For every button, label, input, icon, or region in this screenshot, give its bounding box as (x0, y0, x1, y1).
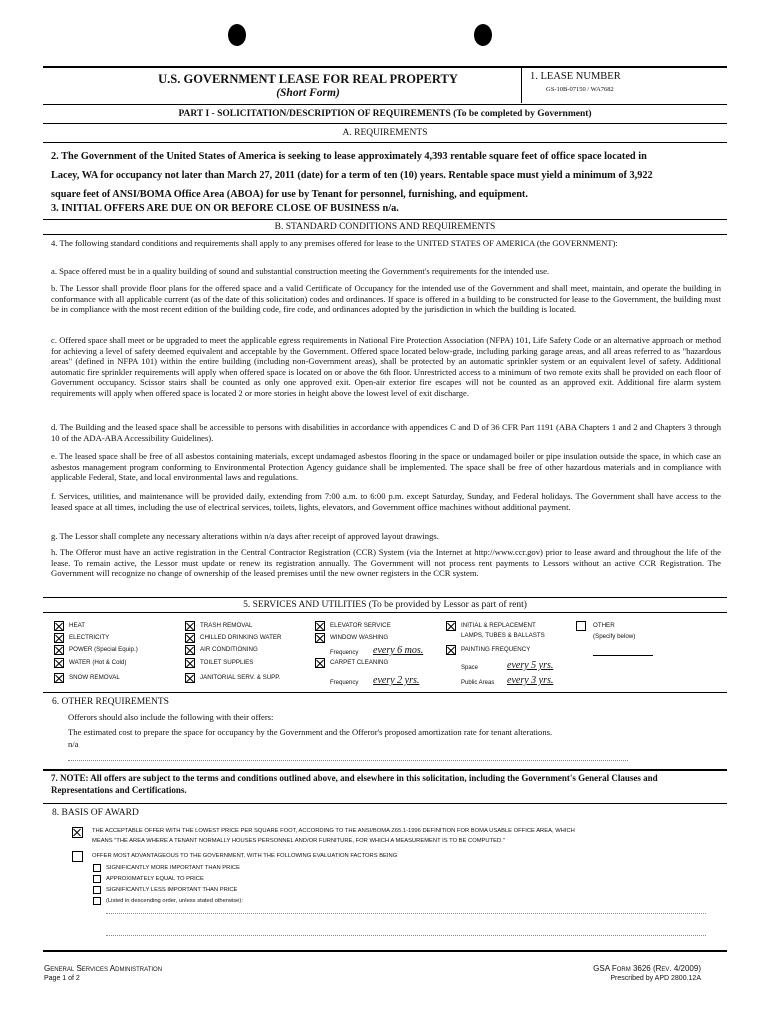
rule (43, 234, 727, 235)
item3-offer-due: 3. INITIAL OFFERS ARE DUE ON OR BEFORE CLOSE OF BUSINESS n/a. (51, 203, 399, 214)
public-areas-frequency-value[interactable]: every 3 yrs. (507, 675, 554, 686)
header-bottom-rule (43, 104, 727, 105)
best-value-award-checkbox[interactable] (72, 851, 83, 862)
power-checkbox[interactable] (54, 645, 64, 655)
service-label: CARPET CLEANING (330, 659, 389, 666)
lease-number-field[interactable]: GS-10B-07150 / WA7682 (546, 86, 614, 93)
paragraph-h: h. The Offeror must have an active registration in the Central Contractor Registration (CCR) System (via the Internet at http://www.ccr.gov) prior to lease award and throughout the life of the lease. To remain active, the Lessor must update or renew its registration annually. The Government will not process rent payments to Lessors without an active CCR Registration. The Government will recognize no change of ownership of the leased premises until the new owner registers in the CCR system. (51, 547, 721, 579)
service-label: ELECTRICITY (69, 634, 110, 641)
more-important-checkbox[interactable] (93, 864, 101, 872)
footer-agency: General Services Administration (44, 964, 163, 973)
painting-frequency-checkbox[interactable] (446, 645, 456, 655)
heat-checkbox[interactable] (54, 621, 64, 631)
service-label: AIR CONDITIONING (200, 646, 258, 653)
section-b-heading: B. STANDARD CONDITIONS AND REQUIREMENTS (274, 222, 496, 232)
air-conditioning-checkbox[interactable] (185, 645, 195, 655)
janitorial-checkbox[interactable] (185, 673, 195, 683)
service-label: TRASH REMOVAL (200, 622, 253, 629)
paragraph-b: b. The Lessor shall provide floor plans for the offered space and a valid Certificate of Occupancy for the intended use of the Government and shall meet, maintain, and operate the building in conformance with all applicable current (as of the date of this solicitation) codes and ordinances. If space is offered in a building to be constructed for lease to the Government, the building must be in compliance with the most recent edition of the building code, fire code, and ordinances adopted by the jurisdiction in which the building is located. (51, 283, 721, 315)
carpet-frequency-value[interactable]: every 2 yrs. (373, 675, 420, 686)
footer-prescribed: Prescribed by APD 2800.12A (610, 975, 701, 982)
service-label: ELEVATOR SERVICE (330, 622, 391, 629)
less-important-checkbox[interactable] (93, 886, 101, 894)
service-label: SNOW REMOVAL (69, 674, 120, 681)
lamps-replacement-checkbox[interactable] (446, 621, 456, 631)
rule (43, 123, 727, 124)
service-label: CHILLED DRINKING WATER (200, 634, 282, 641)
form-title: U.S. GOVERNMENT LEASE FOR REAL PROPERTY (158, 72, 458, 86)
item2-line2: Lacey, WA for occupancy not later than March 27, 2011 (date) for a term of ten (10) years. Rentable space must yield a minimum of 3,922 (51, 170, 653, 181)
rule (43, 803, 727, 804)
frequency-label: Frequency (330, 680, 359, 686)
award-option-1-line2: MEANS "THE AREA WHERE A TENANT NORMALLY HOUSES PERSONNEL AND/OR FURNITURE, FOR WHICH A MEASUREMENT IS TO BE COMPUTED." (92, 838, 505, 844)
electricity-checkbox[interactable] (54, 633, 64, 643)
footer-page: Page 1 of 2 (44, 975, 80, 982)
paragraph-a: a. Space offered must be in a quality building of sound and substantial construction meeting the Government's requirements for the intended use. (51, 266, 550, 276)
frequency-label: Frequency (330, 650, 359, 656)
evaluation-factor-option: SIGNIFICANTLY MORE IMPORTANT THAN PRICE (106, 865, 240, 871)
paragraph-g: g. The Lessor shall complete any necessary alterations within n/a days after receipt of approved layout drawings. (51, 531, 439, 541)
rule (43, 769, 727, 771)
item2-line3: square feet of ANSI/BOMA Office Area (ABOA) for use by Tenant for personnel, furnishing, and equipment. (51, 189, 528, 200)
evaluation-factor-option: (Listed in descending order, unless stated otherwise): (106, 898, 243, 904)
header-top-rule (43, 66, 727, 68)
evaluation-fill-line (106, 935, 706, 936)
section6-heading: 6. OTHER REQUIREMENTS (52, 697, 169, 707)
evaluation-factor-option: SIGNIFICANTLY LESS IMPORTANT THAN PRICE (106, 887, 238, 893)
paragraph-4: 4. The following standard conditions and requirements shall apply to any premises offered for lease to the UNITED STATES OF AMERICA (the GOVERNMENT): (51, 238, 618, 248)
section6-line2: The estimated cost to prepare the space for occupancy by the Government and the Offeror's proposed amortization rate for tenant alterations. (68, 727, 553, 737)
section6-line3[interactable]: n/a (68, 739, 79, 749)
punch-hole-right (474, 24, 492, 46)
part1-heading: PART I - SOLICITATION/DESCRIPTION OF REQUIREMENTS (To be completed by Government) (178, 109, 592, 119)
service-label: TOILET SUPPLIES (200, 659, 254, 666)
evaluation-factor-option: APPROXIMATELY EQUAL TO PRICE (106, 876, 204, 882)
space-label: Space (461, 665, 479, 671)
descending-order-checkbox[interactable] (93, 897, 101, 905)
paragraph-f: f. Services, utilities, and maintenance will be provided daily, extending from 7:00 a.m. to 6:00 p.m. except Saturday, Sunday, and Federal holidays. The Government shall have access to the leased space at all times, including the use of electrical services, toilets, lights, elevators, and Government office machines without additional payment. (51, 491, 721, 512)
trash-removal-checkbox[interactable] (185, 621, 195, 631)
rule (43, 219, 727, 220)
evaluation-fill-line (106, 913, 706, 914)
service-label: JANITORIAL SERV. & SUPP. (200, 674, 281, 681)
snow-removal-checkbox[interactable] (54, 673, 64, 683)
form-subtitle: (Short Form) (276, 87, 340, 99)
punch-hole-left (228, 24, 246, 46)
service-label: PAINTING FREQUENCY (461, 646, 531, 653)
item2-line1: 2. The Government of the United States of America is seeking to lease approximately 4,393 rentable square feet of office space located in (51, 151, 647, 162)
service-label: LAMPS, TUBES & BALLASTS (461, 632, 545, 639)
rule (43, 142, 727, 143)
award-option-1-line1: THE ACCEPTABLE OFFER WITH THE LOWEST PRICE PER SQUARE FOOT, ACCORDING TO THE ANSI/BOMA Z65.1-1996 DEFINITION FOR BOMA USABLE OFFICE AREA, WHICH (92, 828, 575, 834)
paragraph-d: d. The Building and the leased space shall be accessible to persons with disabilities in accordance with appendices C and D of 36 CFR Part 1191 (ABA Chapters 1 and 2 and Chapters 3 through 10 of the ADA-ABA Accessibility Guidelines). (51, 422, 721, 443)
specify-label: (Specify below) (593, 633, 636, 640)
equal-checkbox[interactable] (93, 875, 101, 883)
section8-heading: 8. BASIS OF AWARD (52, 808, 139, 818)
toilet-supplies-checkbox[interactable] (185, 658, 195, 668)
water-checkbox[interactable] (54, 658, 64, 668)
service-label: WATER (Hot & Cold) (69, 659, 127, 666)
award-option-2: OFFER MOST ADVANTAGEOUS TO THE GOVERNMENT, WITH THE FOLLOWING EVALUATION FACTORS BEING (92, 853, 398, 859)
service-label: HEAT (69, 622, 86, 629)
other-label: OTHER (593, 622, 615, 629)
other-checkbox[interactable] (576, 621, 586, 631)
service-label: POWER (Special Equip.) (69, 646, 138, 653)
elevator-service-checkbox[interactable] (315, 621, 325, 631)
section6-fill-line (68, 760, 628, 761)
paragraph-e: e. The leased space shall be free of all asbestos containing materials, except undamaged asbestos flooring in the space or undamaged boiler or pipe insulation outside the space, in which case an asbestos management program conforming to Environmental Protection Agency guidance shall be implemented. The space shall be free of other hazardous materials and in compliance with applicable Federal, State, and local environmental laws and regulations. (51, 451, 721, 483)
window-frequency-value[interactable]: every 6 mos. (373, 645, 424, 656)
lowest-price-award-checkbox[interactable] (72, 827, 83, 838)
footer-form-number: GSA Form 3626 (Rev. 4/2009) (593, 964, 701, 973)
rule (43, 692, 727, 693)
header-divider (521, 67, 522, 103)
rule (43, 597, 727, 598)
service-label: WINDOW WASHING (330, 634, 389, 641)
section5-heading: 5. SERVICES AND UTILITIES (To be provided by Lessor as part of rent) (243, 600, 527, 610)
section7-note: 7. NOTE: All offers are subject to the terms and conditions outlined above, and elsewhere in this solicitation, including the Government's General Clauses and Representations and Certifications. (51, 773, 658, 795)
carpet-cleaning-checkbox[interactable] (315, 658, 325, 668)
rule (43, 612, 727, 613)
lease-number-label: 1. LEASE NUMBER (530, 71, 621, 82)
section-a-heading: A. REQUIREMENTS (342, 128, 428, 138)
other-specify-line[interactable] (593, 655, 653, 656)
section6-line1: Offerors should also include the following with their offers: (68, 712, 274, 722)
window-washing-checkbox[interactable] (315, 633, 325, 643)
footer-rule (43, 950, 727, 952)
space-frequency-value[interactable]: every 5 yrs. (507, 660, 554, 671)
public-areas-label: Public Areas (461, 680, 495, 686)
service-label: INITIAL & REPLACEMENT (461, 622, 536, 629)
paragraph-c: c. Offered space shall meet or be upgraded to meet the applicable egress requirements in National Fire Protection Association (NFPA) 101, Life Safety Code or an alternative approach or method for achieving a level of safety deemed equivalent and acceptable by the Government. Offered space located below-grade, including parking garage areas, and all areas referred to as "hazardous areas" (defined in NFPA 101) within the entire building (including non-Government areas), shall be protected by an automatic sprinkler system or an equivalent level of safety. Additional automatic fire sprinkler requirements will apply when offered space is located on or above the 6th floor. Unrestricted access to a minimum of two remote exits shall be provided on each floor of Government occupancy. Scissor stairs shall be counted as only one approved exit. Open-air exterior fire escapes will not be counted as an approved exit. Additional fire alarm system requirements will apply when offered space is located 2 or more stories in height above the lowest level of exit discharge. (51, 335, 721, 398)
chilled-water-checkbox[interactable] (185, 633, 195, 643)
